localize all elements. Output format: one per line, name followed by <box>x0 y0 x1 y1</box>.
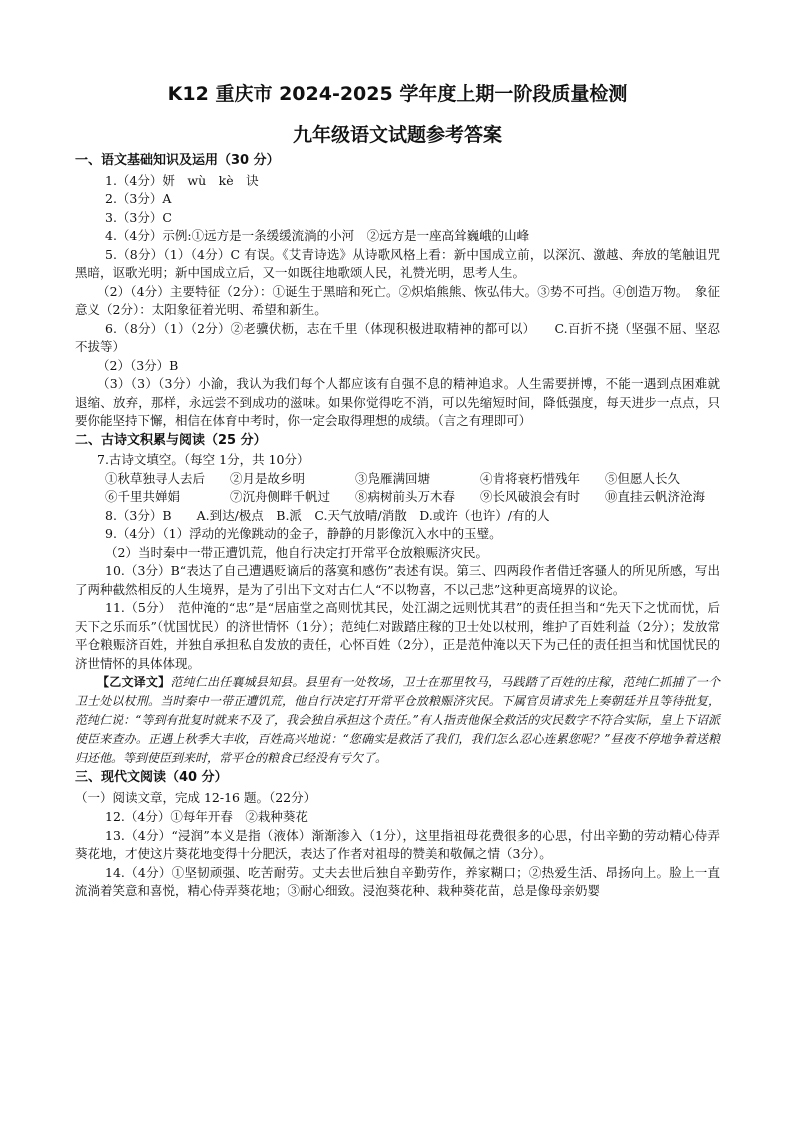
answer-q11: 11.（5分） 范仲淹的“忠”是“居庙堂之高则忧其民，处江湖之远则忧其君”的责任担当和“先天下之忧而忧，后天下之乐而乐”（忧国忧民）的济世情怀（1分）；范纯仁对跋踏庄稼的卫士处以杖刑，维护了百姓利益（2分）；发放常平仓粮赈济百姓，并独自承担私自发放的责任，心怀百姓（2分），正是范仲淹以天下为己任的责任担当和忧国忧民的济世情怀的具体体现。 <box>75 600 720 671</box>
page-title: K12 重庆市 2024-2025 学年度上期一阶段质量检测 <box>167 83 628 105</box>
answer-q1: 1.（4分）妍 wù kè 诀 <box>105 172 259 188</box>
part-1-heading: （一）阅读文章，完成 12-16 题。（22分） <box>75 789 317 805</box>
section-1-heading: 一、语文基础知识及运用（30 分） <box>75 153 280 168</box>
fill-item: ②月是故乡明 <box>230 470 306 486</box>
answer-q6-part2: （2）（3分）B <box>97 357 179 373</box>
answer-q9-part1: 9.（4分）（1）浮动的光像跳动的金子，静静的月影像沉入水中的玉璧。 <box>105 526 502 541</box>
section-2-heading: 二、古诗文积累与阅读（25 分） <box>75 432 267 448</box>
answer-q5-part2: （2）（4分）主要特征（2分）：①诞生于黑暗和死亡。②炽焰熊熊、恢弘伟大。③势不可挡。④创造万物。 象征意义（2分）：太阳象征着光明、希望和新生。 <box>75 283 720 317</box>
answer-q6-part1: 6.（8分）（1）（2分）②老骥伏枥，志在千里（体现积极进取精神的都可以） C.百折不挠（坚强不屈、坚忍不拔等） <box>75 320 720 354</box>
answer-q9-part2: （2）当时秦中一带正遭饥荒，他自行决定打开常平仓放粮赈济灾民。 <box>105 544 488 560</box>
fill-row-2 <box>75 488 720 507</box>
fill-row-1 <box>75 470 720 489</box>
fill-item: ⑨长风破浪会有时 <box>480 489 581 504</box>
page-subtitle: 九年级语文试题参考答案 <box>292 124 502 146</box>
answer-q8: 8.（3分）B A.到达/极点 B.派 C.天气放晴/消散 D.或许（也许）/有的人 <box>105 507 550 523</box>
answer-document <box>75 82 720 901</box>
fill-item: ⑤但愿人长久 <box>605 470 681 486</box>
answer-q5-part1: 5.（8分）（1）（4分）C 有误。《艾青诗选》从诗歌风格上看：新中国成立前，以深沉、激越、奔放的笔触诅咒黑暗，讴歌光明；新中国成立后，又一如既往地歌颂人民，礼赞光明，思考人生。 <box>75 246 720 280</box>
fill-item: ⑥千里共婵娟 <box>105 489 181 504</box>
fill-item: ⑩直挂云帆济沧海 <box>605 489 706 504</box>
fill-item: ④肯将衰朽惜残年 <box>480 470 581 486</box>
answer-q14: 14.（4分）①坚韧顽强、吃苦耐劳。丈夫去世后独自辛勤劳作，养家糊口；②热爱生活、昂扬向上。脸上一直流淌着笑意和喜悦，精心侍弄葵花地；③耐心细致。浸泡葵花种、栽种葵花苗，总是像母亲奶婴 <box>75 864 720 898</box>
fill-item: ⑦沉舟侧畔千帆过 <box>230 489 331 504</box>
fill-item: ①秋草独寻人去后 <box>105 470 206 486</box>
section-3-heading: 三、现代文阅读（40 分） <box>75 770 228 785</box>
answer-q7: 7.古诗文填空。（每空 1分，共 10分） <box>97 452 310 467</box>
answer-q13: 13.（4分）“浸润”本义是指（液体）渐渐渗入（1分），这里指祖母花费很多的心思，付出辛勤的劳动精心侍弄葵花地，才使这片葵花地变得十分肥沃，表达了作者对祖母的赞美和敬佩之情（3分）。 <box>75 827 720 861</box>
answer-q3: 3.（3分）C <box>105 209 172 225</box>
answer-q4: 4.（4分）示例:①远方是一条缓缓流淌的小河 ②远方是一座高耸巍峨的山峰 <box>105 228 530 243</box>
translation-paragraph <box>75 673 720 768</box>
translation-text: 范纯仁出任襄城县知县。县里有一处牧场，卫士在那里牧马，马践踏了百姓的庄稼，范纯仁抓捕了一个卫士处以杖刑。当时秦中一带正遭饥荒，他自行决定打开常平仓放粮赈济灾民。下属官员请求先上奏朝廷并且等待批复，范纯仁说：“等到有批复时就来不及了，我会独自承担这个责任。”有人指责他保全救活的灾民数字不符合实际，皇上下诏派使臣来查办。正遇上秋季大丰收，百姓高兴地说：“您确实是救活了我们，我们怎么忍心连累您呢？”昼夜不停地争着送粮归还他。等到使臣到来时，常平仓的粮食已经没有亏欠了。 <box>75 675 720 765</box>
answer-q10: 10.（3分）B“表达了自己遭遇贬谪后的落寞和感伤”表述有误。第三、四两段作者借迁客骚人的所见所感，写出了两种截然相反的人生境界，是为了引出下文对古仁人“不以物喜，不以己悲”这种更高境界的议论。 <box>75 563 720 597</box>
answer-q2: 2.（3分）A <box>105 191 172 206</box>
fill-item: ⑧病树前头万木春 <box>355 489 456 504</box>
answer-q6-part3: （3）（3）（3分）小渝，我认为我们每个人都应该有自强不息的精神追求。人生需要拼博，不能一遇到点困难就退缩、放弃，那样，永远尝不到成功的滋味。如果你觉得吃不消，可以先缩短时间，降低强度，每天进步一点点，只要你能坚持下懈，相信在体育中考时，你一定会取得理想的成绩。（言之有理即可） <box>75 376 720 428</box>
fill-item: ③凫雁满回塘 <box>355 470 431 486</box>
answer-q12: 12.（4分）①每年开春 ②栽种葵花 <box>105 809 308 824</box>
translation-label: 【乙文译文】 <box>97 675 171 689</box>
